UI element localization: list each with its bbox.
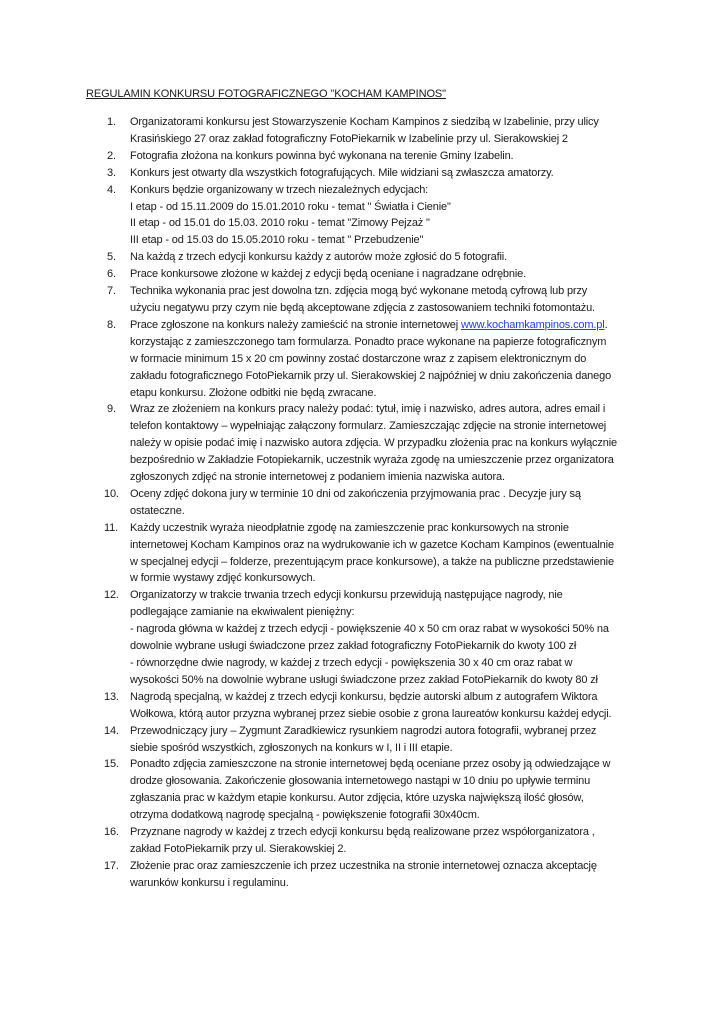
rule-item-4	[0, 182, 725, 250]
rule-line: - równorzędne dwie nagrody, w każdej z trzech edycji - powiększenia 30 x 40 cm oraz rabat w	[130, 657, 573, 669]
rule-line: wysokości 50% na dowolnie wybrane usługi świadczone przez zakład FotoPiekarnik do kwoty 80 zł	[130, 673, 598, 686]
rule-number: 15.	[104, 758, 119, 771]
rule-number: 8.	[107, 318, 116, 331]
rule-line: w specjalnej edycji – folderze, prezentującym prace konkursowe), a także na publiczne przedstawienie	[130, 555, 614, 568]
rule-line: Organizatorami konkursu jest Stowarzyszenie Kocham Kampinos z siedzibą w Izabelinie, przy ulicy	[130, 116, 599, 128]
rule-line: Złożenie prac oraz zamieszczenie ich przez uczestnika na stronie internetowej oznacza akceptację	[130, 859, 597, 872]
rule-item-16	[0, 824, 725, 858]
rule-line: II etap - od 15.01 do 15.03. 2010 roku - temat "Zimowy Pejzaż "	[130, 217, 430, 230]
rule-line: korzystając z zamieszczonego tam formularza. Ponadto prace wykonane na papierze fotograficznym	[130, 335, 607, 348]
rule-item-9	[0, 401, 725, 486]
rule-item-10	[0, 486, 725, 520]
rule-line: Technika wykonania prac jest dowolna tzn. zdjęcia mogą być wykonane metodą cyfrową lub przy	[130, 285, 588, 298]
rule-line: I etap - od 15.11.2009 do 15.01.2010 roku - temat " Światła i Cienie"	[130, 200, 451, 213]
rule-line: Fotografia złożona na konkurs powinna być wykonana na terenie Gminy Izabelin.	[130, 149, 514, 162]
rule-line: zakład FotoPiekarnik przy ul. Sierakowskiej 2.	[130, 842, 347, 855]
rule-item-11	[0, 520, 725, 588]
rule-item-14	[0, 723, 725, 757]
rule-item-8	[0, 317, 725, 402]
rule-number: 10.	[104, 487, 119, 500]
rule-line: Krasińskiego 27 oraz zakład fotograficzny FotoPiekarnik w Izabelinie przy ul. Sierakowskiej 2	[130, 132, 568, 145]
rule-line: telefon kontaktowy – wypełniając załączony formularz. Zamieszczając zdjęcie na stronie internetowej	[130, 420, 607, 433]
rule-line: Przewodniczący jury – Zygmunt Zaradkiewicz rysunkiem nagrodzi autora fotografii, wybranej przez	[130, 724, 597, 737]
rule-line: Prace konkursowe złożone w każdej z edycji będą oceniane i nagradzane odrębnie.	[130, 268, 527, 281]
rule-line: ostateczne.	[130, 504, 185, 517]
rule-number: 12.	[104, 589, 119, 602]
rule-line: Każdy uczestnik wyraża nieodpłatnie zgodę na zamieszczenie prac konkursowych na stronie	[130, 521, 569, 534]
rule-item-12	[0, 587, 725, 688]
rule-text: Prace zgłoszone na konkurs należy zamieścić na stronie internetowej	[130, 318, 461, 331]
rule-line: warunków konkursu i regulaminu.	[130, 876, 289, 889]
rule-number: 3.	[107, 166, 116, 179]
rule-number: 11.	[104, 521, 119, 534]
rule-line: w formie wystawy zdjęć konkursowych.	[130, 572, 316, 585]
rule-line: Organizatorzy w trakcie trwania trzech edycji konkursu przewidują następujące nagrody, nie	[130, 589, 563, 602]
rule-item-2	[0, 148, 725, 165]
rule-number: 9.	[107, 403, 116, 416]
rule-number: 2.	[107, 149, 116, 162]
rule-line: Wołkowa, którą autor przyzna wybranej przez siebie osobie z grona laureatów konkursu każdej edycji.	[130, 707, 612, 720]
rule-item-7	[0, 283, 725, 317]
rule-number: 5.	[107, 251, 116, 264]
rule-line: w formacie minimum 15 x 20 cm powinny zostać dostarczone wraz z zapisem elektronicznym do	[130, 352, 587, 365]
website-link[interactable]: www.kochamkampinos.com.pl	[460, 318, 605, 331]
rule-line: siebie spośród wszystkich, zgłoszonych na konkurs w I, II i III etapie.	[130, 741, 453, 754]
rule-item-1	[0, 114, 725, 148]
rule-line: internetowej Kocham Kampinos oraz na wydrukowanie ich w gazetce Kocham Kampinos (ewentualnie	[130, 538, 614, 551]
rules-list	[0, 114, 725, 892]
rule-item-6	[0, 266, 725, 283]
rule-line: zgłoszonych zdjęć na stronie internetowej z podaniem imienia nazwiska autora.	[130, 471, 505, 484]
rule-line: bezpośrednio w Zakładzie Fotopiekarnik, uczestnik wyraża zgodę na umieszczenie przez organizatora	[130, 454, 614, 467]
rule-item-5	[0, 249, 725, 266]
rule-line: zakładu fotograficznego FotoPiekarnik przy ul. Sierakowskiej 2 najpóźniej w dniu zakończenia danego	[130, 369, 612, 382]
rule-line-with-link	[130, 317, 639, 334]
rule-line: III etap - od 15.03 do 15.05.2010 roku - temat " Przebudzenie"	[130, 234, 424, 247]
rule-item-17	[0, 858, 725, 892]
rule-line: otrzyma dodatkową nagrodę specjalną - powiększenie fotografii 30x40cm.	[130, 809, 480, 822]
rule-line: Przyznane nagrody w każdej z trzech edycji konkursu będą realizowane przez współorganizatora ,	[130, 826, 595, 839]
rule-line: Wraz ze złożeniem na konkurs pracy należy podać: tytuł, imię i nazwisko, adres autora, adres email i	[130, 403, 606, 416]
rule-line: użyciu negatywu przy czym nie będą akceptowane zdjęcia z zastosowaniem techniki fotomontażu.	[130, 301, 595, 314]
rule-item-15	[0, 756, 725, 824]
rule-number: 17.	[104, 859, 119, 872]
rule-number: 7.	[107, 285, 116, 298]
rule-line: Nagrodą specjalną, w każdej z trzech edycji konkursu, będzie autorski album z autografem Wiktora	[130, 690, 598, 703]
rule-line: zgłaszania prac w każdym etapie konkursu. Autor zdjęcia, które uzyska największą ilość głosów,	[130, 792, 584, 805]
rule-number: 16.	[104, 826, 119, 839]
rule-line: Ponadto zdjęcia zamieszczone na stronie internetowej będą oceniane przez osoby ją odwiedzające w	[130, 758, 611, 771]
rule-line: drodze głosowania. Zakończenie głosowania internetowego nastąpi w 10 dniu po upływie terminu	[130, 775, 591, 788]
rule-number: 13.	[104, 690, 119, 703]
rule-line: Na każdą z trzech edycji konkursu każdy z autorów może zgłosić do 5 fotografii.	[130, 251, 507, 264]
rule-line: Oceny zdjęć dokona jury w terminie 10 dni od zakończenia przyjmowania prac . Decyzje jury są	[130, 487, 581, 500]
rule-text: .	[604, 318, 608, 331]
rule-line: podlegające zamianie na ekwiwalent pieniężny:	[130, 606, 355, 619]
rule-number: 6.	[107, 268, 116, 281]
rule-item-13	[0, 689, 725, 723]
rule-item-3	[0, 165, 725, 182]
rule-line: dowolnie wybrane usługi świadczone przez zakład fotograficzny FotoPiekarnik do kwoty 100 zł	[130, 640, 577, 653]
rule-line: Konkurs jest otwarty dla wszystkich fotografujących. Mile widziani są zwłaszcza amatorzy.	[130, 166, 554, 179]
rule-number: 4.	[107, 183, 116, 196]
rule-number: 14.	[104, 724, 119, 737]
rule-number: 1.	[107, 116, 116, 128]
rule-line: Konkurs będzie organizowany w trzech niezależnych edycjach:	[130, 183, 429, 196]
rule-line: należy w opisie podać imię i nazwisko autora zdjęcia. W przypadku złożenia prac na konkurs wyłącznie	[130, 437, 617, 450]
rule-line: - nagroda główna w każdej z trzech edycji - powiększenie 40 x 50 cm oraz rabat w wysokości 50% na	[130, 623, 609, 636]
document-title: REGULAMIN KONKURSU FOTOGRAFICZNEGO "KOCHAM KAMPINOS"	[86, 88, 446, 100]
rule-line: etapu konkursu. Złożone odbitki nie będą zwracane.	[130, 386, 377, 399]
